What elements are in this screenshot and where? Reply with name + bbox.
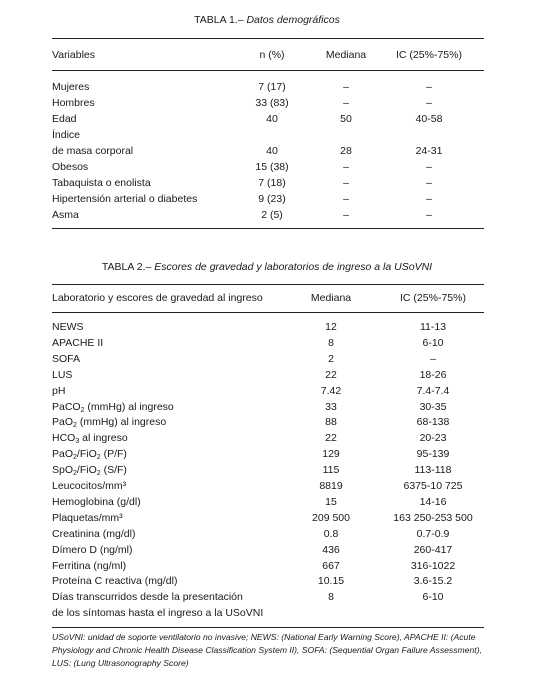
table2-header-rule — [52, 312, 484, 313]
table1-cell: 2 (5) — [261, 209, 283, 221]
table2 — [52, 0, 484, 630]
table1-title: Datos demográficos — [246, 14, 340, 26]
table2-cell: Dímero D (ng/ml) — [52, 543, 133, 556]
table2-cell: 30-35 — [419, 400, 447, 413]
table1-cell: 24-31 — [415, 145, 443, 157]
table2-cell: APACHE II — [52, 336, 104, 349]
table1-cell: – — [426, 81, 432, 93]
table2-cell: Hemoglobina (g/dl) — [52, 495, 141, 508]
table1-cell: – — [426, 161, 432, 173]
table2-cell: Ferritina (ng/ml) — [52, 559, 127, 572]
table2-row — [52, 383, 484, 399]
table1-header-n: n (%) — [259, 49, 285, 61]
table2-row — [52, 573, 484, 589]
table2-cell: Plaquetas/mm³ — [52, 511, 123, 524]
table2-cell: 10.15 — [317, 575, 345, 588]
table2-row — [52, 367, 484, 383]
table2-cell: pH — [52, 384, 66, 397]
table2-cell: 7.4-7.4 — [416, 384, 450, 397]
table2-cell: 68-138 — [416, 416, 450, 429]
table1-cell: – — [426, 193, 432, 205]
table1-cell: – — [426, 97, 432, 109]
table2-cell: 7.42 — [320, 384, 342, 397]
table2-row — [52, 335, 484, 351]
table1-cell: – — [343, 177, 349, 189]
table2-cell: 2 — [328, 352, 334, 365]
table1-cell: – — [343, 161, 349, 173]
table1-cell: Índice — [52, 129, 81, 141]
table1-cell: – — [426, 209, 432, 221]
table1-cell: – — [343, 97, 349, 109]
table2-cell: SOFA — [52, 352, 81, 365]
table1-cell: Edad — [52, 113, 77, 125]
table1-cell: Hipertensión arterial o diabetes — [52, 193, 198, 205]
table1-cell: – — [343, 209, 349, 221]
table2-cell: 209 500 — [312, 511, 350, 524]
table2-cell: de los síntomas hasta el ingreso a la USoVNI — [52, 607, 264, 620]
table2-cell: 115 — [322, 464, 340, 477]
table2-cell: 3.6-15.2 — [413, 575, 453, 588]
table1-cell: Asma — [52, 209, 79, 221]
table2-cell: Proteína C reactiva (mg/dl) — [52, 575, 178, 588]
table2-cell: PaO$_2$/FiO$_2$ (P/F) — [52, 448, 127, 462]
table2-row — [52, 430, 484, 446]
table1-cell: 15 (38) — [255, 161, 289, 173]
table2-cell: NEWS — [52, 321, 84, 333]
table1-cell: Obesos — [52, 161, 89, 173]
table2-cell: 95-139 — [416, 448, 450, 461]
table1-cell: 33 (83) — [255, 97, 289, 109]
table1-cell: – — [343, 81, 349, 93]
table1-cell: – — [426, 177, 432, 189]
table2-cell: SpO$_2$/FiO$_2$ (S/F) — [52, 464, 127, 478]
table1-cell: 9 (23) — [258, 193, 286, 205]
table2-cell: 20-23 — [419, 432, 447, 445]
table2-row — [52, 510, 484, 526]
table2-header-lab: Laboratorio y escores de gravedad al ingreso — [52, 292, 263, 304]
table1-cell: 40 — [266, 113, 278, 125]
table1-cell: de masa corporal — [52, 145, 134, 157]
table2-cell: 18-26 — [419, 368, 447, 381]
table1-cell: Mujeres — [52, 81, 90, 93]
table2-cell: 15 — [325, 495, 337, 508]
table2-row — [52, 414, 484, 430]
table2-cell: PaO$_2$ (mmHg) al ingreso — [52, 416, 167, 430]
table1-cell: 7 (18) — [258, 177, 286, 189]
table2-cell: 260-417 — [413, 543, 453, 556]
table1-cell: 28 — [340, 145, 352, 157]
table2-cell: 163 250-253 500 — [393, 511, 473, 524]
table1-label: TABLA 1.– — [194, 14, 244, 26]
table1-header-ic: IC (25%-75%) — [396, 49, 462, 61]
table2-cell: 436 — [322, 543, 340, 556]
table2-cell: Días transcurridos desde la presentación — [52, 591, 243, 604]
table2-cell: 22 — [325, 368, 337, 381]
table2-row — [52, 446, 484, 462]
table1-cell: 40 — [266, 145, 278, 157]
table2-bottom-rule — [52, 627, 484, 628]
table2-cell: 11-13 — [419, 321, 447, 333]
table2-row — [52, 494, 484, 510]
table2-cell: 6375-10 725 — [403, 480, 463, 492]
table2-label: TABLA 2.– — [101, 261, 152, 273]
table2-cell: 316-1022 — [410, 559, 456, 572]
table1-header-variables: Variables — [52, 49, 95, 61]
table2-row — [52, 399, 484, 415]
table2-row — [52, 462, 484, 478]
table1-cell: 50 — [340, 113, 352, 125]
table1-cell: – — [343, 193, 349, 205]
table2-cell: 129 — [322, 448, 340, 461]
table1-cell: Hombres — [52, 97, 95, 109]
table1-cell: 40-58 — [415, 113, 443, 125]
table2-cell: 8 — [328, 336, 334, 349]
table2-header-mediana: Mediana — [310, 292, 352, 304]
table2-row — [52, 605, 484, 621]
table2-cell: 88 — [325, 416, 337, 429]
table1-cell: Tabaquista o enolista — [52, 177, 151, 189]
table2-cell: LUS — [52, 368, 73, 381]
table2-cell: 6-10 — [422, 336, 444, 349]
table2-cell: 0.7-0.9 — [416, 527, 450, 540]
table2-cell: $HCO_3$ al ingreso — [52, 432, 128, 446]
table2-row — [52, 589, 484, 605]
table1-header-mediana: Mediana — [325, 49, 367, 61]
table2-cell: 667 — [322, 559, 340, 572]
table2-cell: 14-16 — [419, 495, 447, 508]
table2-cell: 22 — [325, 432, 337, 445]
table2-cell: PaCO$_2$ (mmHg) al ingreso — [52, 400, 174, 414]
table2-row — [52, 542, 484, 558]
table2-title: Escores de gravedad y laboratorios de ingreso a la USoVNI — [154, 261, 433, 273]
table2-row — [52, 558, 484, 574]
table2-cell: 8819 — [319, 480, 343, 492]
table2-cell: 12 — [325, 321, 337, 333]
table1-cell: 7 (17) — [258, 81, 286, 93]
table2-cell: Creatinina (mg/dl) — [52, 527, 136, 540]
table2-cell: 8 — [328, 591, 334, 604]
table2-row — [52, 526, 484, 542]
table2-header-row — [52, 290, 484, 306]
table2-cell: 0.8 — [323, 527, 339, 540]
table2-row — [52, 351, 484, 367]
table2-cell: 33 — [325, 400, 337, 413]
table2-row — [52, 319, 484, 335]
table2-cell: 6-10 — [422, 591, 444, 604]
table2-cell: 113-118 — [414, 464, 452, 477]
table2-cell: Leucocitos/mm³ — [52, 480, 127, 492]
table2-cell: – — [430, 352, 436, 365]
table2-row — [52, 478, 484, 494]
table2-header-ic: IC (25%-75%) — [400, 292, 466, 304]
footnote: USoVNI: unidad de soporte ventilatorio no invasive; NEWS: (National Early Warning Score), APACHE II: (Acute Physiology and Chronic Health Disease Classification System II), SOFA: (Sequential Organ Failure Assessment), LUS: (Lung Ultrasonography Score) — [52, 632, 482, 668]
